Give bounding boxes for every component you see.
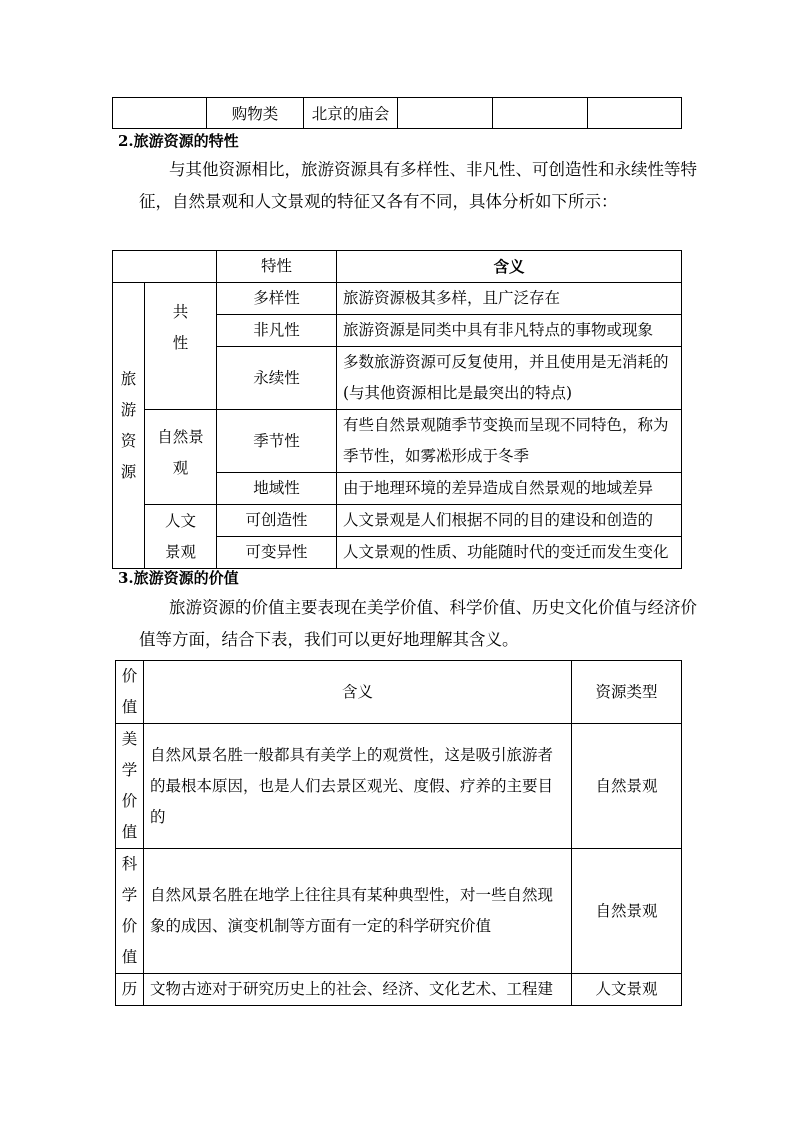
table-cell: 北京的庙会 bbox=[304, 98, 398, 129]
table-row bbox=[113, 283, 682, 315]
table-cell bbox=[493, 98, 588, 129]
value-label: 美 学 价 值 bbox=[116, 724, 144, 849]
subgroup-label: 自然景 观 bbox=[145, 410, 217, 505]
table-header-row bbox=[113, 251, 682, 283]
meaning-cell: 人文景观是人们根据不同的目的建设和创造的 bbox=[337, 505, 682, 537]
table-header-row bbox=[116, 661, 682, 724]
feature-cell: 非凡性 bbox=[217, 315, 337, 347]
meaning-cell: 多数旅游资源可反复使用，并且使用是无消耗的(与其他资源相比是最突出的特点) bbox=[337, 347, 682, 410]
header-cell: 含义 bbox=[337, 251, 682, 283]
header-cell: 特性 bbox=[217, 251, 337, 283]
header-cell bbox=[113, 251, 217, 283]
meaning-cell: 有些自然景观随季节变换而呈现不同特色，称为季节性，如雾凇形成于冬季 bbox=[337, 410, 682, 473]
header-cell: 资源类型 bbox=[572, 661, 682, 724]
value-table bbox=[115, 660, 682, 1006]
table-row bbox=[116, 724, 682, 849]
feature-cell: 季节性 bbox=[217, 410, 337, 473]
section-paragraph: 旅游资源的价值主要表现在美学价值、科学价值、历史文化价值与经济价值等方面，结合下表，我们可以更好地理解其含义。 bbox=[139, 598, 697, 649]
table-row bbox=[116, 849, 682, 974]
meaning-cell: 由于地理环境的差异造成自然景观的地域差异 bbox=[337, 473, 682, 505]
feature-cell: 可变异性 bbox=[217, 537, 337, 569]
header-cell: 价 值 bbox=[116, 661, 144, 724]
value-label: 科 学 价 值 bbox=[116, 849, 144, 974]
table-row bbox=[116, 974, 682, 1006]
subgroup-label: 共 性 bbox=[145, 283, 217, 410]
feature-cell: 多样性 bbox=[217, 283, 337, 315]
table-cell bbox=[113, 98, 207, 129]
table-cell bbox=[398, 98, 493, 129]
table-cell bbox=[588, 98, 682, 129]
section-paragraph: 与其他资源相比，旅游资源具有多样性、非凡性、可创造性和永续性等特征，自然景观和人文景观的特征又各有不同，具体分析如下所示： bbox=[139, 160, 697, 211]
section-heading: 2.旅游资源的特性 bbox=[118, 132, 239, 150]
shopping-table-fragment bbox=[112, 97, 682, 129]
table-row bbox=[113, 505, 682, 537]
meaning-cell: 文物古迹对于研究历史上的社会、经济、文化艺术、工程建 bbox=[144, 974, 572, 1006]
meaning-cell: 旅游资源是同类中具有非凡特点的事物或现象 bbox=[337, 315, 682, 347]
section-heading: 3.旅游资源的价值 bbox=[118, 569, 239, 587]
group-label: 旅 游 资 源 bbox=[113, 283, 145, 569]
value-label: 历 bbox=[116, 974, 144, 1006]
table-cell: 购物类 bbox=[207, 98, 304, 129]
feature-cell: 永续性 bbox=[217, 347, 337, 410]
table-row bbox=[113, 410, 682, 473]
type-cell: 自然景观 bbox=[572, 849, 682, 974]
characteristics-table bbox=[112, 250, 682, 569]
type-cell: 人文景观 bbox=[572, 974, 682, 1006]
meaning-cell: 人文景观的性质、功能随时代的变迁而发生变化 bbox=[337, 537, 682, 569]
header-cell: 含义 bbox=[144, 661, 572, 724]
feature-cell: 可创造性 bbox=[217, 505, 337, 537]
meaning-cell: 旅游资源极其多样，且广泛存在 bbox=[337, 283, 682, 315]
type-cell: 自然景观 bbox=[572, 724, 682, 849]
table-row bbox=[113, 98, 682, 129]
meaning-cell: 自然风景名胜在地学上往往具有某种典型性，对一些自然现象的成因、演变机制等方面有一定的科学研究价值 bbox=[144, 849, 572, 974]
meaning-cell: 自然风景名胜一般都具有美学上的观赏性，这是吸引旅游者的最根本原因，也是人们去景区观光、度假、疗养的主要目的 bbox=[144, 724, 572, 849]
feature-cell: 地域性 bbox=[217, 473, 337, 505]
subgroup-label: 人文 景观 bbox=[145, 505, 217, 569]
